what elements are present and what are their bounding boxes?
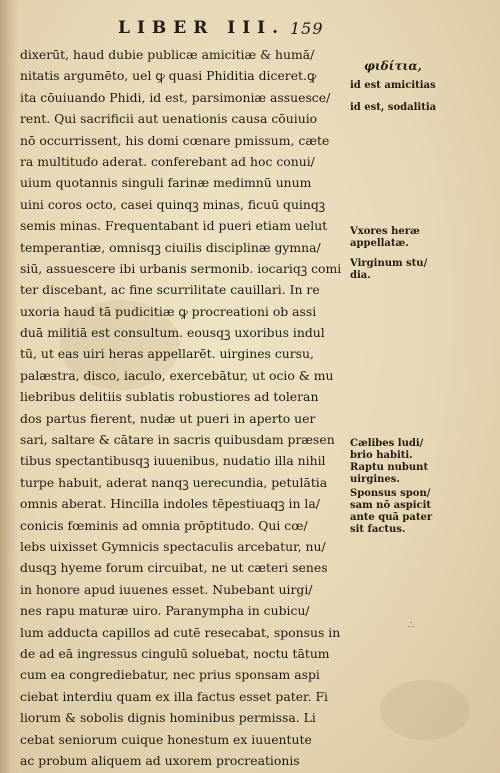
note-uxores-herae	[350, 226, 420, 250]
text-line: de ad eā ingressus cingulū soluebat, noctu tātum	[20, 645, 330, 661]
text-line: nō occurrissent, his domi cœnare pmissum, cæte	[20, 132, 330, 148]
margin-note-line: Sponsus spon/	[350, 488, 431, 499]
text-line: conicis fœminis ad omnia prōptitudo. Qui cœ/	[20, 517, 308, 533]
margin-note-line: ante quā pater	[350, 512, 433, 523]
text-line: liebribus delitiis sublatis robustiores ad toleran	[20, 389, 319, 405]
text-line: ita cōuiuando Phidi, id est, parsimoniæ assuesce/	[20, 89, 331, 105]
page-header	[0, 18, 500, 40]
text-line: semis minas. Frequentabant id pueri etiam uelut	[20, 218, 328, 234]
margin-note-line: sit factus.	[350, 524, 406, 535]
text-line: uxoria haud tā pudicitiæ ꝙ procreationi ob assi	[20, 303, 317, 319]
margin-note-line: Cælibes ludi/	[350, 438, 424, 449]
margin-note-line: Virginum stu/	[350, 258, 428, 269]
text-line: nitatis argumēto, uel ꝙ quasi Phiditia diceret.ꝙ	[20, 68, 317, 84]
text-line: ter discebant, ac fine scurrilitate cauillari. In re	[20, 282, 320, 298]
note-sponsus	[350, 488, 432, 536]
paper-stain	[380, 680, 470, 740]
text-line: palæstra, disco, iaculo, exercebātur, ut ocio & mu	[20, 367, 334, 383]
note-virginum-studia	[350, 258, 427, 282]
text-line: tibus spectantibusqꝫ iuuenibus, nudatio illa nihil	[20, 453, 326, 469]
text-line: omnis aberat. Hincilla indoles tēpestiuaqꝫ in la/	[20, 496, 320, 512]
margin-note-line: uirgines.	[350, 474, 400, 485]
note-sodalitia	[350, 102, 436, 114]
text-line: temperantiæ, omnisqꝫ ciuilis disciplinæ gymna/	[20, 239, 321, 255]
margin-note-line: brio habiti.	[350, 450, 413, 461]
text-line: in honore apud iuuenes esset. Nubebant uirgi/	[20, 581, 313, 597]
text-line: dos partus fierent, nudæ ut pueri in aperto uer	[20, 410, 316, 426]
main-text-block	[20, 44, 360, 771]
text-line: tū, ut eas uiri heras appellarēt. uirgines cursu,	[20, 346, 314, 362]
margin-note-line: appellatæ.	[350, 238, 409, 249]
margin-note-line: Vxores heræ	[350, 226, 420, 237]
margin-note-line: id est, sodalitia	[350, 102, 437, 113]
text-line: cum ea congrediebatur, nec prius sponsam aspi	[20, 667, 320, 683]
text-line: uium quotannis singuli farinæ medimnū unum	[20, 175, 312, 191]
text-line: dusqꝫ hyeme forum circuibat, ne ut cæteri senes	[20, 560, 328, 576]
text-line: ra multitudo aderat. conferebant ad hoc conui/	[20, 153, 315, 169]
note-greek-phiditia	[364, 60, 422, 72]
page-number: 159	[290, 19, 324, 38]
text-line: rent. Qui sacrificii aut uenationis causa cōuiuio	[20, 111, 318, 127]
text-line: turpe habuit, aderat nanqꝫ uerecundia, petulātia	[20, 474, 328, 490]
text-line: lebs uixisset Gymnicis spectaculis arcebatur, nu/	[20, 538, 326, 554]
text-line: siū, assuescere ibi urbanis sermonib. iocariqꝫ comi	[20, 260, 342, 276]
text-line: liorum & sobolis dignis hominibus permissa. Li	[20, 710, 316, 726]
running-title: LIBER III.	[118, 18, 286, 38]
text-line: dixerūt, haud dubie publicæ amicitiæ & humā/	[20, 47, 315, 62]
text-line: ciebat interdiu quam ex illa factus esset pater. Fi	[20, 688, 329, 704]
text-line: cebat seniorum cuique honestum ex iuuentute	[20, 731, 312, 747]
margin-note-line: φιδίτια,	[364, 59, 422, 73]
text-line: ac probum aliquem ad uxorem procreationis	[20, 752, 300, 768]
text-line: lum adducta capillos ad cutē resecabat, sponsus in	[20, 624, 341, 640]
text-line: duā militiā est consultum. eousqꝫ uxoribus indul	[20, 325, 325, 341]
note-caelibes	[350, 438, 423, 462]
margin-note-line: id est amicitias	[350, 80, 436, 91]
text-line: uini coros octo, casei quinqꝫ minas, ficuū quinqꝫ	[20, 196, 326, 212]
margin-note-line: Raptu nubunt	[350, 462, 429, 473]
ornament-mark: ∴	[408, 620, 416, 631]
text-line: nes rapu maturæ uiro. Paranympha in cubicu/	[20, 603, 310, 619]
note-amicitias	[350, 80, 436, 92]
margin-note-line: sam nō aspicit	[350, 500, 432, 511]
text-line: sari, saltare & cātare in sacris quibusdam præsen	[20, 432, 335, 448]
margin-note-line: dia.	[350, 270, 371, 281]
binding-gutter	[0, 0, 18, 773]
note-raptu	[350, 462, 428, 486]
